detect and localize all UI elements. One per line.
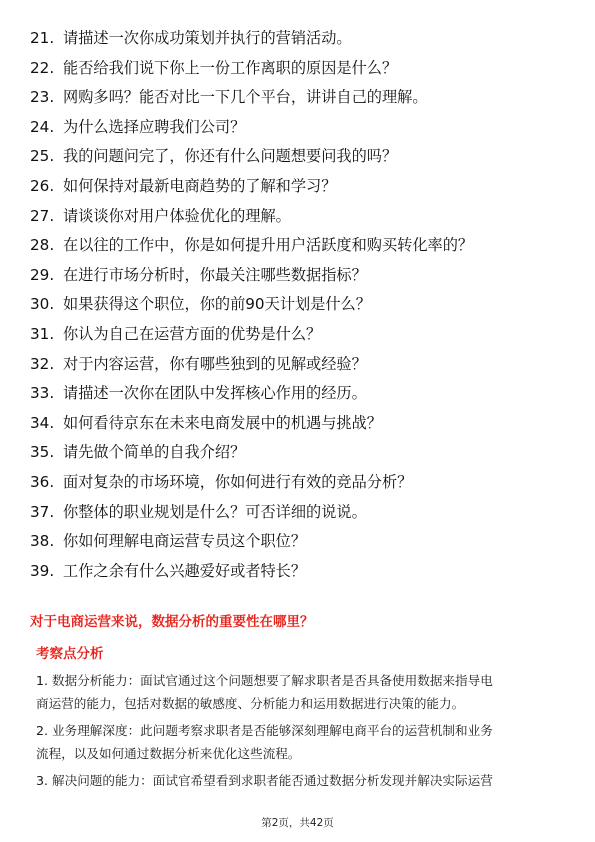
- question-number: 24.: [30, 117, 55, 136]
- question-item: [30, 557, 570, 587]
- question-text: 在进行市场分析时，你最关注哪些数据指标？: [63, 265, 367, 284]
- question-text: 在以往的工作中，你是如何提升用户活跃度和购买转化率的？: [63, 236, 474, 255]
- featured-question: 对于电商运营来说，数据分析的重要性在哪里？: [30, 614, 314, 630]
- analysis-point: [36, 720, 562, 765]
- question-text: 请描述一次你在团队中发挥核心作用的经历。: [63, 384, 367, 403]
- question-number: 39.: [30, 561, 55, 580]
- question-number: 33.: [30, 384, 55, 403]
- analysis-point: [36, 670, 562, 715]
- question-item: [30, 498, 570, 528]
- question-text: 你认为自己在运营方面的优势是什么？: [63, 324, 322, 343]
- question-number: 21.: [30, 29, 55, 47]
- question-number: 23.: [30, 88, 55, 107]
- question-text: 请谈谈你对用户体验优化的理解。: [63, 206, 291, 225]
- analysis-line: 流程，以及如何通过数据分析来优化这些流程。: [36, 745, 301, 761]
- question-item: [30, 350, 570, 380]
- analysis-heading: 考察点分析: [36, 646, 104, 662]
- analysis-line: 1. 数据分析能力：面试官通过这个问题想要了解求职者是否具备使用数据来指导电: [36, 673, 493, 688]
- analysis-section: [36, 670, 562, 797]
- page-footer: 第2页，共42页: [261, 817, 334, 829]
- question-item: [30, 320, 570, 350]
- question-number: 28.: [30, 236, 55, 255]
- question-text: 工作之余有什么兴趣爱好或者特长？: [63, 561, 306, 580]
- question-item: [30, 113, 570, 143]
- question-item: [30, 202, 570, 232]
- question-item: [30, 172, 570, 202]
- question-number: 22.: [30, 58, 55, 77]
- question-text: 如何保持对最新电商趋势的了解和学习？: [63, 176, 337, 195]
- question-number: 34.: [30, 413, 55, 432]
- question-item: [30, 142, 570, 172]
- question-text: 为什么选择应聘我们公司？: [63, 117, 246, 136]
- question-number: 37.: [30, 502, 55, 521]
- question-item: [30, 438, 570, 468]
- question-item: [30, 379, 570, 409]
- question-number: 35.: [30, 443, 55, 462]
- question-item: [30, 54, 570, 84]
- question-number: 38.: [30, 532, 55, 551]
- question-text: 你整体的职业规划是什么？可否详细的说说。: [63, 502, 367, 521]
- question-item: [30, 231, 570, 261]
- question-number: 31.: [30, 324, 55, 343]
- question-text: 如果获得这个职位，你的前90天计划是什么？: [63, 295, 371, 314]
- question-number: 26.: [30, 176, 55, 195]
- question-list: [30, 24, 570, 586]
- question-text: 请描述一次你成功策划并执行的营销活动。: [63, 29, 352, 47]
- question-item: [30, 468, 570, 498]
- question-item: [30, 409, 570, 439]
- analysis-line: 商运营的能力，包括对数据的敏感度、分析能力和运用数据进行决策的能力。: [36, 695, 465, 711]
- question-item: [30, 24, 570, 54]
- question-text: 我的问题问完了，你还有什么问题想要问我的吗？: [63, 147, 398, 166]
- question-item: [30, 83, 570, 113]
- question-number: 36.: [30, 472, 55, 491]
- question-text: 网购多吗？能否对比一下几个平台，讲讲自己的理解。: [63, 88, 428, 107]
- analysis-line: 2. 业务理解深度：此问题考察求职者是否能够深刻理解电商平台的运营机制和业务: [36, 722, 493, 738]
- analysis-line: 3. 解决问题的能力：面试官希望看到求职者能否通过数据分析发现并解决实际运营: [36, 772, 493, 788]
- question-text: 面对复杂的市场环境，你如何进行有效的竞品分析？: [63, 472, 413, 491]
- question-number: 32.: [30, 354, 55, 373]
- question-item: [30, 261, 570, 291]
- question-text: 如何看待京东在未来电商发展中的机遇与挑战？: [63, 413, 382, 432]
- question-item: [30, 527, 570, 557]
- analysis-point: [36, 770, 562, 793]
- question-text: 对于内容运营，你有哪些独到的见解或经验？: [63, 354, 367, 373]
- question-number: 29.: [30, 265, 55, 284]
- question-number: 30.: [30, 295, 55, 314]
- question-number: 25.: [30, 147, 55, 166]
- question-text: 请先做个简单的自我介绍？: [63, 443, 246, 462]
- question-item: [30, 290, 570, 320]
- question-text: 能否给我们说下你上一份工作离职的原因是什么？: [63, 58, 398, 77]
- question-number: 27.: [30, 206, 55, 225]
- question-text: 你如何理解电商运营专员这个职位？: [63, 532, 306, 551]
